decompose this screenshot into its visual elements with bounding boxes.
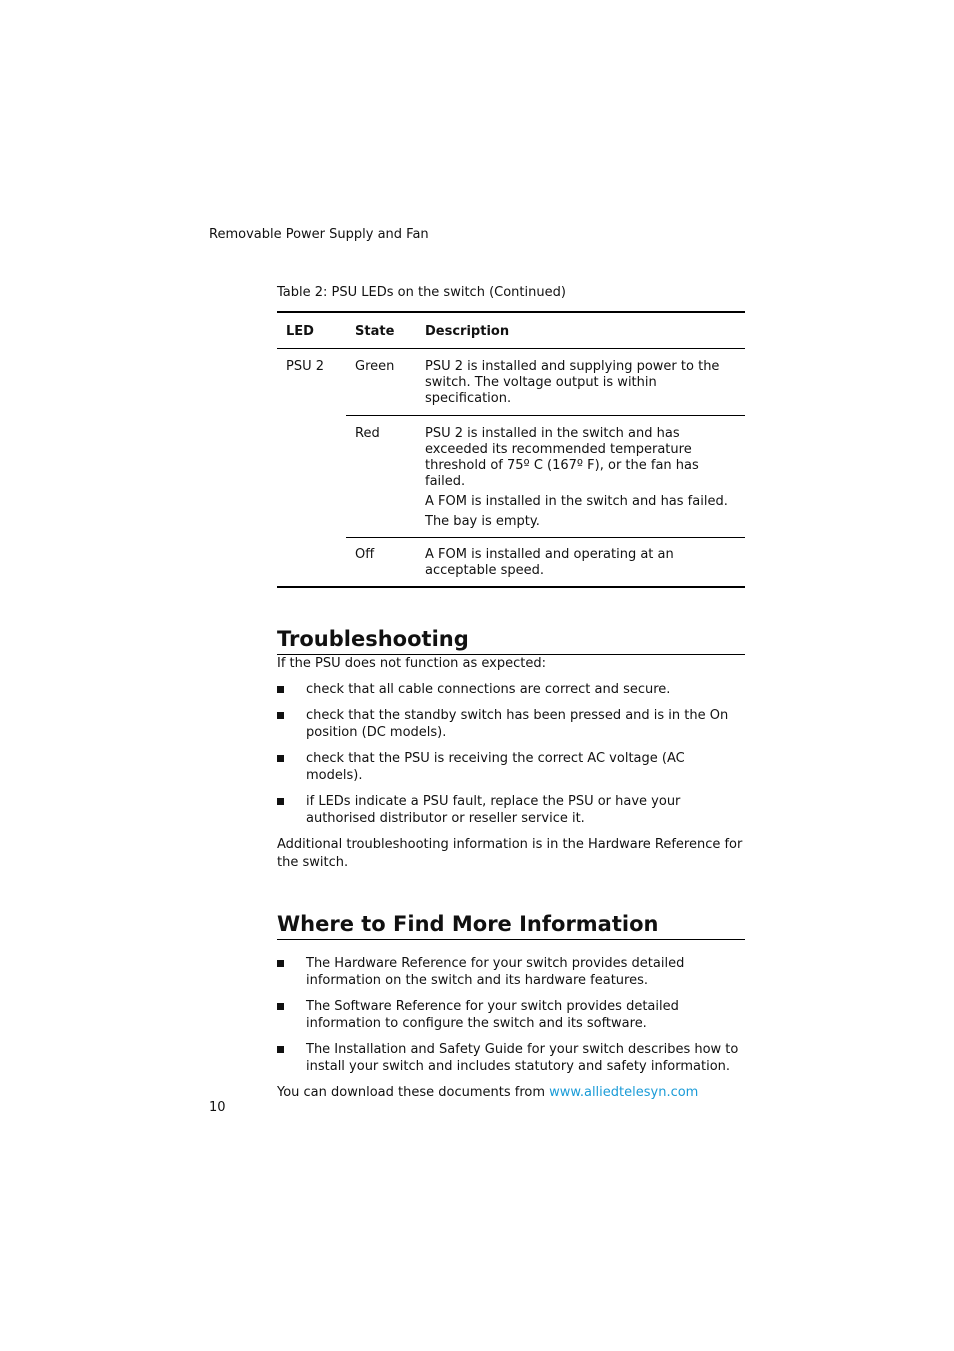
description-text: A FOM is installed and operating at an acceptable speed.: [425, 547, 674, 578]
list-item-text: The Software Reference for your switch provides detailed information to configure the switch and its software.: [306, 998, 679, 1031]
table-caption: Table 2: PSU LEDs on the switch (Continued): [277, 285, 566, 300]
state-cell: Green: [355, 359, 395, 374]
download-paragraph: [277, 1084, 745, 1102]
table-header-row: [277, 312, 745, 349]
led-cell: [277, 538, 346, 588]
list-item: [277, 750, 745, 785]
description-text: A FOM is installed in the switch and has failed.: [425, 494, 728, 509]
list-item: [277, 998, 745, 1033]
column-header-description: Description: [416, 312, 745, 349]
more-info-list: [277, 955, 745, 1076]
square-bullet-icon: [277, 755, 284, 762]
square-bullet-icon: [277, 798, 284, 805]
list-item: [277, 955, 745, 990]
square-bullet-icon: [277, 1046, 284, 1053]
troubleshooting-list: [277, 681, 745, 828]
list-item-text: check that the PSU is receiving the correct AC voltage (AC models).: [306, 750, 685, 783]
description-cell: [416, 538, 745, 588]
troubleshooting-intro: If the PSU does not function as expected:: [277, 656, 546, 671]
table-row: [277, 416, 745, 538]
state-cell: Red: [346, 416, 416, 538]
square-bullet-icon: [277, 960, 284, 967]
download-text: You can download these documents from: [277, 1084, 550, 1100]
description-text: PSU 2 is installed in the switch and has exceeded its recommended temperature threshold of 75º C (167º F), or the fan has failed.: [425, 426, 699, 489]
psu-led-table: [277, 311, 745, 588]
more-info-heading: Where to Find More Information: [277, 911, 745, 940]
led-cell: [277, 416, 346, 538]
table-row: [277, 538, 745, 588]
list-item: [277, 793, 745, 828]
list-item: [277, 681, 745, 699]
column-header-state: State: [346, 312, 416, 349]
description-text: PSU 2 is installed and supplying power to the switch. The voltage output is within specification.: [425, 359, 720, 406]
description-cell: [416, 416, 745, 538]
list-item-text: check that the standby switch has been pressed and is in the On position (DC models).: [306, 707, 729, 740]
list-item: [277, 1041, 745, 1076]
square-bullet-icon: [277, 712, 284, 719]
troubleshooting-additional: Additional troubleshooting information is in the Hardware Reference for the switch.: [277, 836, 743, 870]
description-text: The bay is empty.: [425, 514, 540, 529]
troubleshooting-heading: Troubleshooting: [277, 626, 745, 655]
description-cell: [416, 349, 745, 416]
list-item-text: check that all cable connections are correct and secure.: [306, 682, 671, 697]
list-item-text: if LEDs indicate a PSU fault, replace the PSU or have your authorised distributor or reseller service it.: [306, 793, 681, 826]
table-row: [277, 349, 745, 416]
download-link[interactable]: www.alliedtelesyn.com: [549, 1084, 699, 1100]
led-cell: PSU 2: [286, 359, 325, 374]
running-header: Removable Power Supply and Fan: [209, 227, 429, 242]
state-cell: Off: [346, 538, 416, 588]
list-item-text: The Hardware Reference for your switch provides detailed information on the switch and its hardware features.: [306, 955, 685, 988]
square-bullet-icon: [277, 1003, 284, 1010]
page-content: [277, 284, 745, 1102]
page-number: 10: [209, 1100, 226, 1115]
column-header-led: LED: [277, 312, 346, 349]
list-item-text: The Installation and Safety Guide for your switch describes how to install your switch and includes statutory and safety information.: [306, 1041, 739, 1074]
square-bullet-icon: [277, 686, 284, 693]
list-item: [277, 707, 745, 742]
